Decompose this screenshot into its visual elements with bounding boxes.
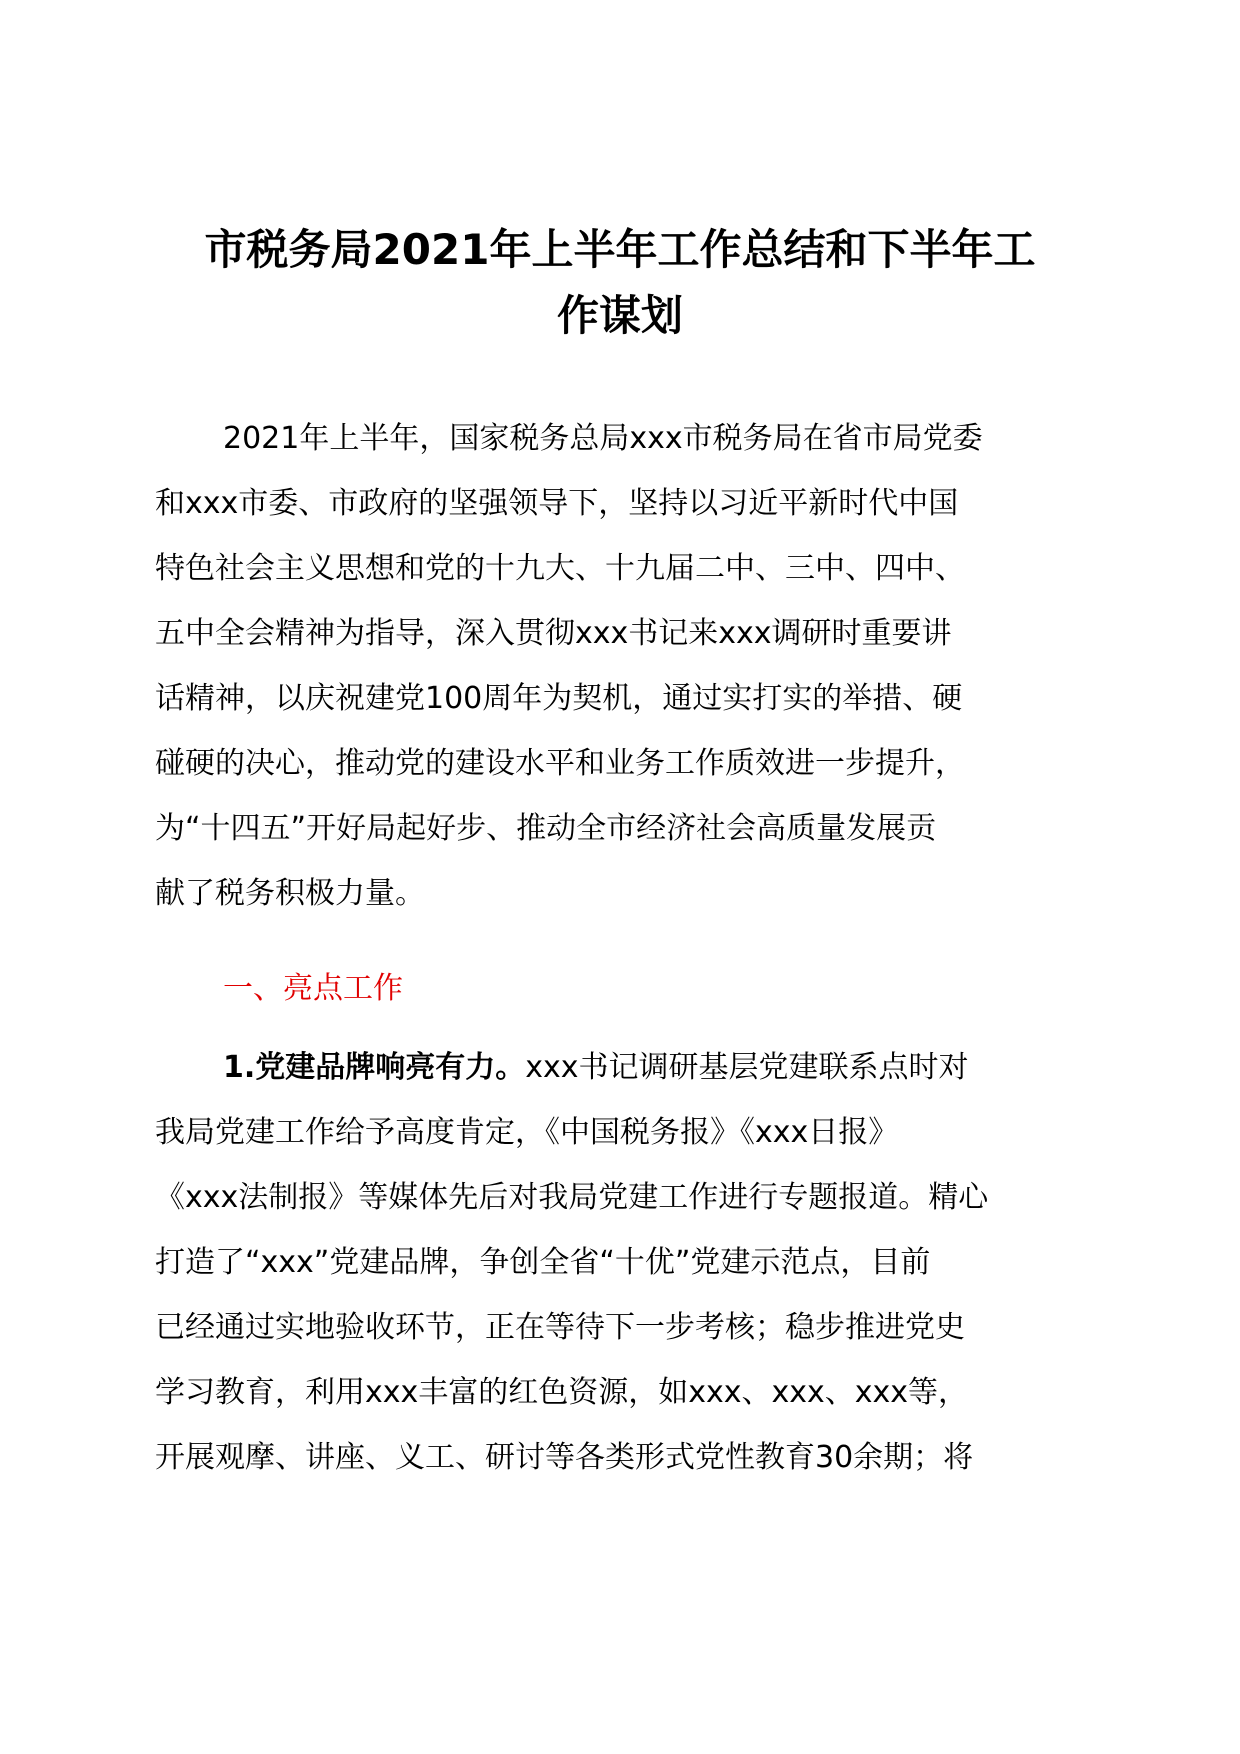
document-title bbox=[140, 217, 1100, 349]
item1-line: 学习教育，利用xxx丰富的红色资源，如xxx、xxx、xxx等， bbox=[155, 1375, 969, 1410]
item1-line: 我局党建工作给予高度肯定，《中国税务报》《xxx日报》 bbox=[155, 1115, 899, 1150]
intro-line: 和xxx市委、市政府的坚强领导下，坚持以习近平新时代中国 bbox=[155, 486, 959, 521]
item1-line: 《xxx法制报》等媒体先后对我局党建工作进行专题报道。精心 bbox=[155, 1180, 989, 1215]
item1-bold-lead: 1.党建品牌响亮有力。 bbox=[223, 1050, 526, 1085]
intro-line: 2021年上半年，国家税务总局xxx市税务局在省市局党委 bbox=[223, 421, 983, 456]
item1-line: 打造了“xxx”党建品牌，争创全省“十优”党建示范点，目前 bbox=[155, 1245, 931, 1280]
intro-line: 话精神，以庆祝建党100周年为契机，通过实打实的举措、硬 bbox=[155, 681, 963, 716]
intro-line: 碰硬的决心，推动党的建设水平和业务工作质效进一步提升， bbox=[155, 746, 965, 781]
intro-line: 为“十四五”开好局起好步、推动全市经济社会高质量发展贡 bbox=[155, 811, 937, 846]
intro-line: 献了税务积极力量。 bbox=[155, 876, 425, 911]
item1-line: 开展观摩、讲座、义工、研讨等各类形式党性教育30余期；将 bbox=[155, 1440, 974, 1475]
item1-first-line bbox=[155, 1035, 1090, 1100]
item1-paragraph bbox=[155, 1035, 1090, 1490]
intro-line: 五中全会精神为指导，深入贯彻xxx书记来xxx调研时重要讲 bbox=[155, 616, 952, 651]
section-heading: 一、亮点工作 bbox=[223, 971, 403, 1006]
title-line-1: 市税务局2021年上半年工作总结和下半年工 bbox=[204, 225, 1036, 274]
item1-first-text: xxx书记调研基层党建联系点时对 bbox=[525, 1050, 969, 1085]
intro-line: 特色社会主义思想和党的十九大、十九届二中、三中、四中、 bbox=[155, 551, 965, 586]
intro-paragraph bbox=[155, 406, 1090, 926]
title-line-2: 作谋划 bbox=[556, 291, 683, 340]
item1-line: 已经通过实地验收环节，正在等待下一步考核；稳步推进党史 bbox=[155, 1310, 965, 1345]
